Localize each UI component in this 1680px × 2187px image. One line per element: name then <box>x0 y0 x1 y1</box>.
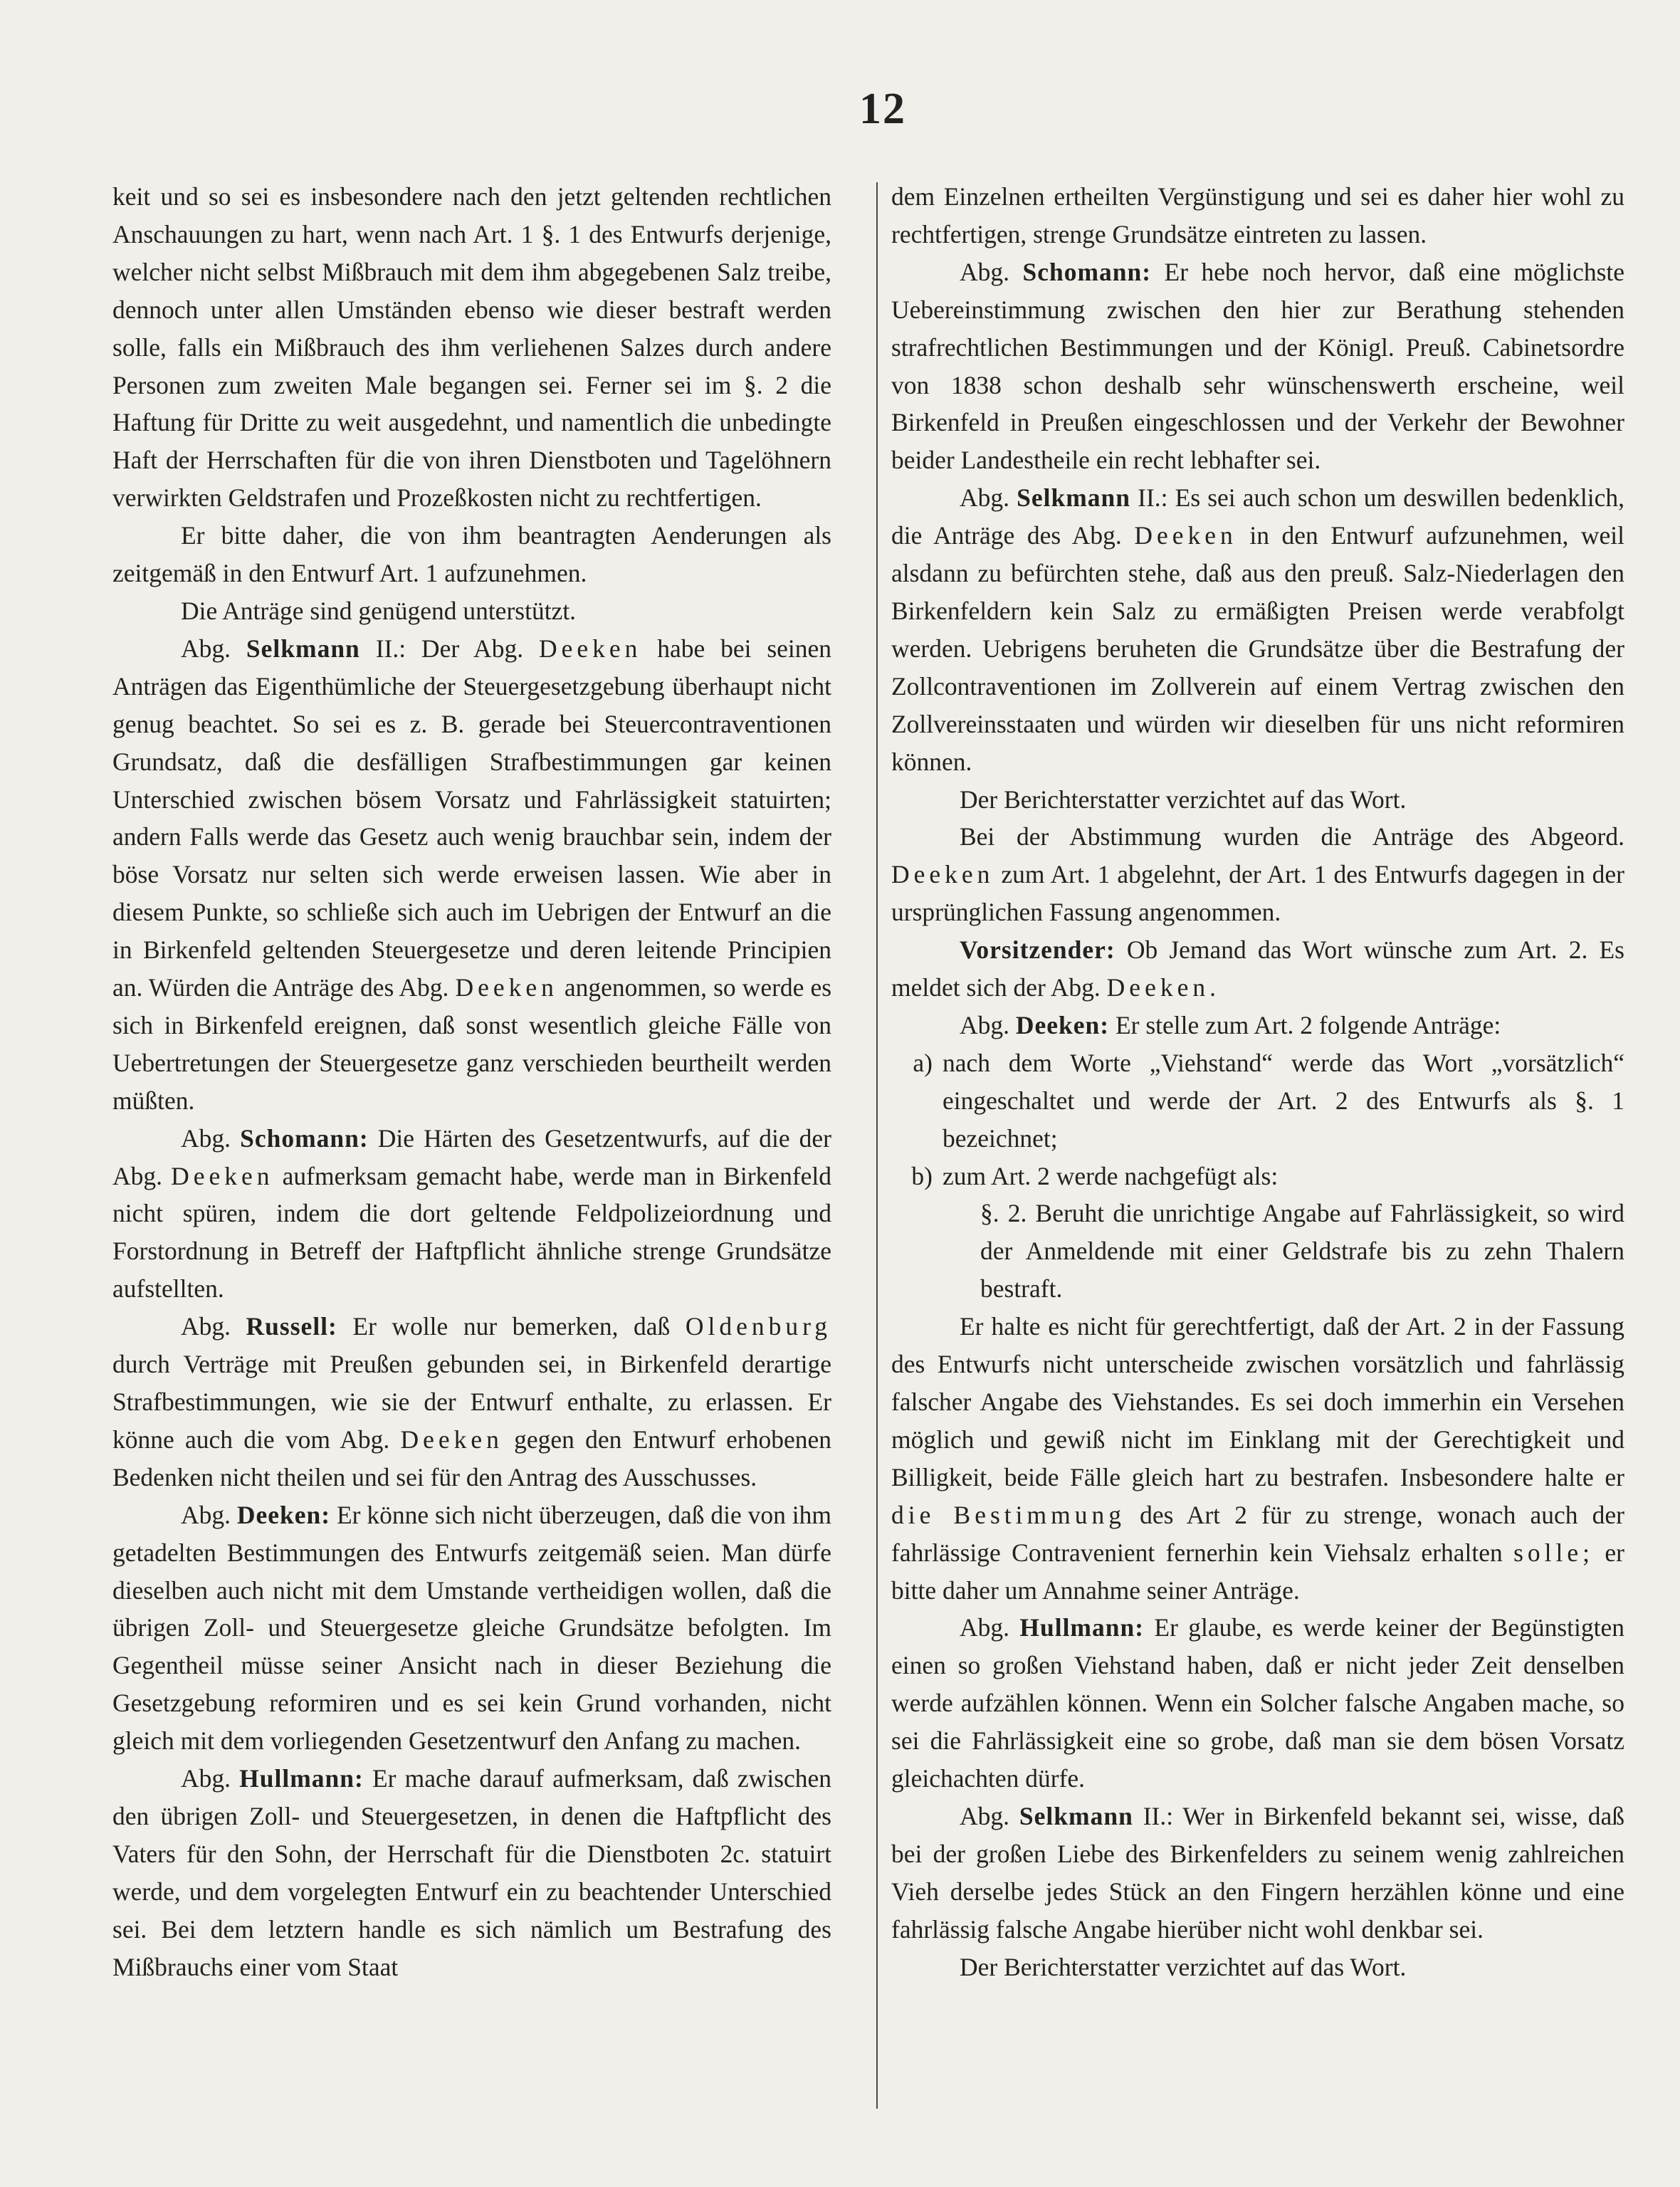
prefix: Abg. <box>960 1613 1010 1642</box>
speaker-name: Schomann: <box>240 1123 369 1153</box>
text: er bitte daher um Annahme seiner Anträge. <box>891 1538 1625 1605</box>
prefix: Abg. <box>181 1312 231 1341</box>
speaker-name: Hullmann: <box>1019 1613 1145 1642</box>
paragraph <box>891 1609 1624 1798</box>
list-item <box>891 1044 1624 1158</box>
text: Er wolle nur bemerken, daß <box>352 1312 671 1341</box>
speaker-name: Deeken: <box>236 1500 331 1529</box>
prefix: Abg. <box>960 483 1010 513</box>
text: Er könne sich nicht überzeugen, daß die von ihm getadelten Bestimmungen des Entwurfs zeitgemäß seien. Man dürfe dieselben auch nicht mit dem Umstande vertheidigen wollen, daß die übrigen Zoll- und Steuergesetze gleiche Grundsätze befolgten. Im Gegentheil müsse seiner Ansicht nach in dieser Beziehung die Gesetzgebung reformiren und es sei kein Grund vorhanden, nicht gleich mit dem vorliegenden Gesetzentwurf den Anfang zu machen. <box>112 1500 831 1756</box>
text: des Art 2 für zu strenge, wonach auch der fahrlässige Contravenient fernerhin kein Viehsalz erhalten <box>891 1500 1624 1567</box>
text: zum Art. 1 abgelehnt, der Art. 1 des Entwurfs dagegen in der ursprünglichen Fassung angenommen. <box>891 860 1624 927</box>
prefix: Abg. <box>960 257 1010 286</box>
paragraph: Die Anträge sind genügend unterstützt. <box>181 596 577 625</box>
spaced-text: die Bestimmung <box>891 1500 1125 1529</box>
text: durch Verträge mit Preußen gebunden sei, in Birkenfeld derartige Strafbestimmungen, wie sie der Entwurf enthalte, zu erlassen. Er könne auch die vom Abg. <box>112 1350 831 1454</box>
text: II.: Der Abg. <box>375 634 524 663</box>
spaced-name: Deeken <box>455 973 558 1002</box>
paragraph <box>112 630 831 1120</box>
paragraph <box>891 1308 1624 1609</box>
spaced-name: Deeken <box>891 860 994 889</box>
spaced-text: solle; <box>1513 1538 1595 1567</box>
speaker-name: Hullmann: <box>239 1764 364 1793</box>
list-item <box>891 1158 1624 1195</box>
text: Ob Jemand das Wort wünsche zum Art. 2. Es meldet sich der Abg. <box>891 935 1624 1002</box>
list-marker: a) <box>913 1048 933 1077</box>
speaker-name: Selkmann <box>1017 483 1131 513</box>
spaced-name: Oldenburg <box>685 1312 832 1341</box>
prefix: Abg. <box>181 634 231 663</box>
list-marker: b) <box>911 1161 933 1190</box>
text: Er mache darauf aufmerksam, daß zwischen den übrigen Zoll- und Steuergesetzen, in denen die Haftpflicht des Vaters für den Sohn, der Herrschaft für die Dienstboten 2c. statuirt werde, und dem vorgelegten Entwurf ein zu beachtender Unterschied sei. Bei dem letztern handle es sich nämlich um Bestrafung des Mißbrauchs einer vom Staat <box>112 1764 832 1981</box>
speaker-name: Deeken: <box>1015 1010 1110 1039</box>
spaced-name: Deeken. <box>1106 973 1220 1002</box>
paragraph <box>112 1496 831 1760</box>
text: Er halte es nicht für gerechtfertigt, daß der Art. 2 in der Fassung des Entwurfs nicht unterscheide zwischen vorsätzlich und fahrlässig falscher Angabe des Viehstandes. Es sei doch immerhin ein Versehen möglich und gewiß nicht im Einklang mit der Gerechtigkeit und Billigkeit, beide Fälle gleich hart zu bestrafen. Insbesondere halte er <box>891 1312 1624 1491</box>
quoted-paragraph: §. 2. Beruht die unrichtige Angabe auf Fahrlässigkeit, so wird der Anmeldende mit einer Geldstrafe bis zu zehn Thalern bestraft. <box>980 1199 1624 1304</box>
text: gegen den Entwurf erhobenen Bedenken nicht theilen und sei für den Antrag des Ausschusses. <box>112 1425 832 1491</box>
page-number: 12 <box>859 85 906 133</box>
paragraph: keit und so sei es insbesondere nach den jetzt geltenden rechtlichen Anschauungen zu hart, wenn nach Art. 1 §. 1 des Entwurfs derjenige, welcher nicht selbst Mißbrauch mit dem ihm abgegebenen Salz treibe, dennoch unter allen Umständen ebenso wie dieser bestraft werden solle, falls ein Mißbrauch des ihm verliehenen Salzes durch andere Personen zum zweiten Male begangen sei. Ferner sei im §. 2 die Haftung für Dritte zu weit ausgedehnt, und namentlich die unbedingte Haft der Herrschaften für die von ihren Dienstboten und Tagelöhnern verwirkten Geldstrafen und Prozeßkosten nicht zu rechtfertigen. <box>112 182 831 513</box>
list-item-text: zum Art. 2 werde nachgefügt als: <box>943 1161 1279 1190</box>
spaced-name: Deeken <box>538 634 642 663</box>
paragraph <box>891 818 1624 931</box>
prefix: Abg. <box>181 1764 231 1793</box>
paragraph <box>891 1798 1624 1949</box>
speaker-name: Russell: <box>246 1312 337 1341</box>
prefix: Abg. <box>960 1010 1010 1039</box>
paragraph <box>891 253 1624 479</box>
paragraph <box>112 1308 831 1496</box>
text: II.: Wer in Birkenfeld bekannt sei, wisse, daß bei der großen Liebe des Birkenfelders zu seinem wenig zahlreichen Vieh derselbe jedes Stück an den Fingern herzählen könne und eine fahrlässig falsche Angabe hierüber nicht wohl denkbar sei. <box>891 1801 1625 1944</box>
paragraph: Er bitte daher, die von ihm beantragten Aenderungen als zeitgemäß in den Entwurf Art. 1 aufzunehmen. <box>112 521 831 588</box>
speaker-name: Vorsitzender: <box>960 935 1115 965</box>
text: in den Entwurf aufzunehmen, weil alsdann zu befürchten stehe, daß aus den preuß. Salz-Niederlagen den Birkenfeldern kein Salz zu ermäßigten Preisen werde verabfolgt werden. Uebrigens beruheten die Grundsätze über die Bestrafung der Zollcontraventionen im Zollverein auf einem Vertrag zwischen den Zollvereinsstaaten und würden wir dieselben für uns nicht reformiren können. <box>891 521 1625 776</box>
text: Er stelle zum Art. 2 folgende Anträge: <box>1115 1010 1501 1039</box>
right-column <box>891 178 1624 1986</box>
paragraph <box>112 1760 831 1986</box>
spaced-name: Deeken <box>400 1425 503 1454</box>
paragraph: Der Berichterstatter verzichtet auf das Wort. <box>960 785 1407 814</box>
prefix: Abg. <box>181 1500 231 1529</box>
text: Bei der Abstimmung wurden die Anträge des Abgeord. <box>960 822 1624 851</box>
text: II.: Es sei auch schon um deswillen bedenklich, die Anträge des Abg. <box>891 483 1625 550</box>
prefix: Abg. <box>181 1123 231 1153</box>
prefix: Abg. <box>960 1801 1010 1830</box>
paragraph <box>891 1007 1624 1044</box>
paragraph <box>891 479 1624 780</box>
left-column <box>112 178 831 1986</box>
paragraph: Der Berichterstatter verzichtet auf das Wort. <box>960 1952 1407 1981</box>
spaced-name: Deeken <box>1134 521 1237 550</box>
speaker-name: Selkmann <box>246 634 360 663</box>
text: angenommen, so werde es sich in Birkenfeld ereignen, daß sonst wesentlich gleiche Fälle von Uebertretungen der Steuergesetze ganz verschieden beurtheilt werden müßten. <box>112 973 832 1115</box>
column-divider <box>876 182 878 2109</box>
text: Die Härten des Gesetzentwurfs, auf die der Abg. <box>112 1123 831 1190</box>
paragraph <box>891 931 1624 1007</box>
paragraph: dem Einzelnen ertheilten Vergünstigung und sei es daher hier wohl zu rechtfertigen, strenge Grundsätze eintreten zu lassen. <box>891 182 1624 248</box>
speaker-name: Schomann: <box>1022 257 1152 286</box>
speaker-name: Selkmann <box>1019 1801 1133 1830</box>
spaced-name: Deeken <box>171 1161 274 1190</box>
text: Er hebe noch hervor, daß eine möglichste Uebereinstimmung zwischen den hier zur Berathung stehenden strafrechtlichen Bestimmungen und der Königl. Preuß. Cabinetsordre von 1838 schon deshalb sehr wünschenswerth erscheine, weil Birkenfeld in Preußen eingeschlossen und der Verkehr der Bewohner beider Landestheile ein recht lebhafter sei. <box>891 257 1625 475</box>
list-item-text: nach dem Worte „Viehstand“ werde das Wort „vorsätzlich“ eingeschaltet und werde der Art. 2 des Entwurfs als §. 1 bezeichnet; <box>943 1048 1624 1153</box>
paragraph <box>112 1120 831 1308</box>
text: Er glaube, es werde keiner der Begünstigten einen so großen Viehstand haben, daß er nicht jeder Zeit denselben werde aufzählen können. Wenn ein Solcher falsche Angaben mache, so sei die Fahrlässigkeit eine so grobe, daß man sie dem bösen Vorsatz gleichachten dürfe. <box>891 1613 1624 1793</box>
text: habe bei seinen Anträgen das Eigenthümliche der Steuergesetzgebung überhaupt nicht genug beachtet. So sei es z. B. gerade bei Steuercontraventionen Grundsatz, daß die desfälligen Strafbestimmungen gar keinen Unterschied zwischen bösem Vorsatz und Fahrlässigkeit statuirten; andern Falls werde das Gesetz auch wenig brauchbar sein, indem der böse Vorsatz nur selten sich werde erweisen lassen. Wie aber in diesem Punkte, so schließe sich auch im Uebrigen der Entwurf an die in Birkenfeld geltenden Steuergesetze und deren leitende Principien an. Würden die Anträge des Abg. <box>112 634 832 1002</box>
text: aufmerksam gemacht habe, werde man in Birkenfeld nicht spüren, indem die dort geltende Feldpolizeiordnung und Forstordnung in Betreff der Haftpflicht ähnliche strenge Grundsätze aufstellten. <box>112 1161 832 1304</box>
